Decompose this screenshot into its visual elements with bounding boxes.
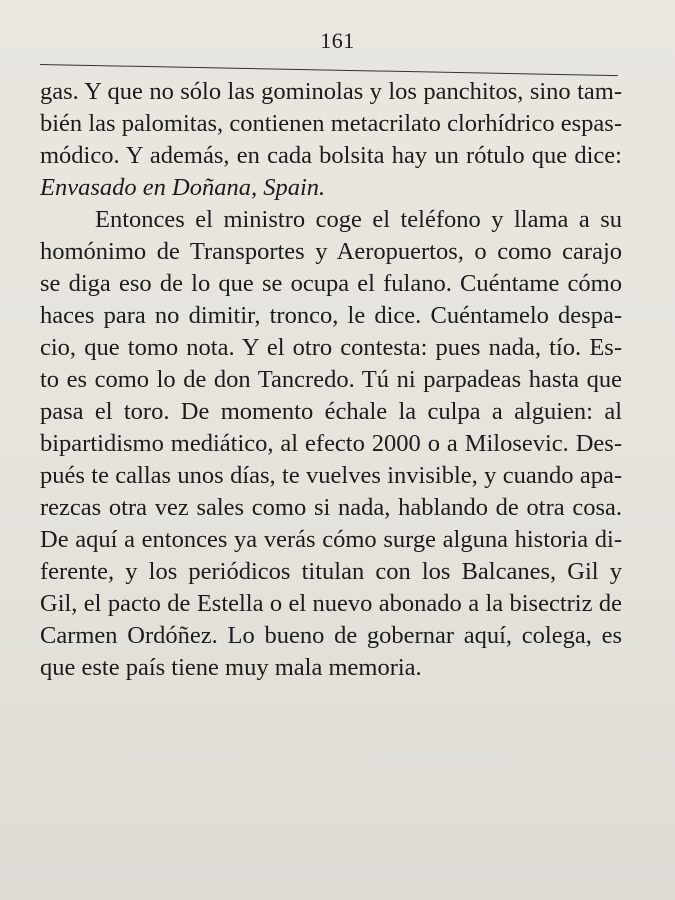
text-line: ferente, y los periódicos titulan con los Balcanes, Gil y (40, 558, 622, 585)
text-line: pasa el toro. De momento échale la culpa a alguien: al (40, 398, 622, 425)
text-line: cio, que tomo nota. Y el otro contesta: pues nada, tío. Es- (40, 334, 622, 361)
text-line: bipartidismo mediático, al efecto 2000 o a Milosevic. Des- (40, 430, 622, 457)
text-line: que este país tiene muy mala memoria. (40, 654, 422, 681)
header-rule (40, 64, 618, 76)
text-line (40, 172, 622, 204)
text-line: módico. Y además, en cada bolsita hay un rótulo que dice: (40, 142, 622, 169)
text-line: bién las palomitas, contienen metacrilato clorhídrico espas- (40, 110, 622, 137)
italic-text: Envasado en Doñana, Spain. (40, 174, 326, 201)
text-line: homónimo de Transportes y Aeropuertos, o como carajo (40, 238, 622, 265)
text-line: gas. Y que no sólo las gominolas y los panchitos, sino tam- (40, 78, 622, 105)
text-line: rezcas otra vez sales como si nada, hablando de otra cosa. (40, 494, 622, 521)
text-line: Gil, el pacto de Estella o el nuevo abonado a la bisectriz de (40, 590, 622, 617)
text-line: haces para no dimitir, tronco, le dice. Cuéntamelo despa- (40, 302, 622, 329)
page-number: 161 (320, 28, 355, 53)
text-line: Carmen Ordóñez. Lo bueno de gobernar aquí, colega, es (40, 622, 622, 649)
text-line: pués te callas unos días, te vuelves invisible, y cuando apa- (40, 462, 622, 489)
text-line: De aquí a entonces ya verás cómo surge alguna historia di- (40, 526, 622, 553)
text-line: to es como lo de don Tancredo. Tú ni parpadeas hasta que (40, 366, 622, 393)
text-line: se diga eso de lo que se ocupa el fulano. Cuéntame cómo (40, 270, 622, 297)
paragraph-start-line: Entonces el ministro coge el teléfono y llama a su (95, 206, 622, 233)
